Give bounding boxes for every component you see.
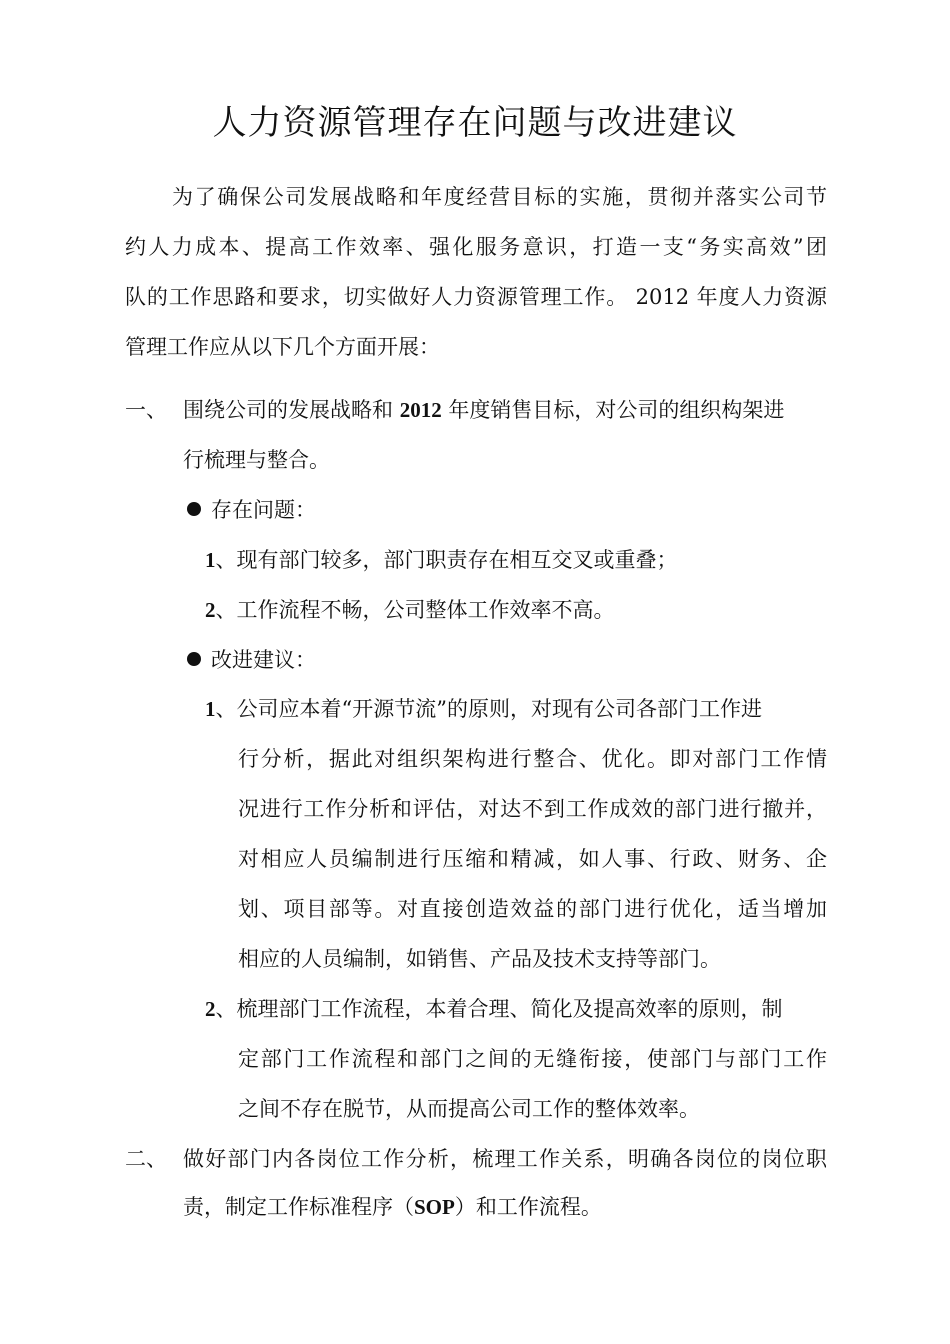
suggestion-2-line-2: 定部门工作流程和部门之间的无缝衔接，使部门与部门工作 [238,1047,827,1071]
sop-label: SOP [414,1195,455,1219]
problem-number: 2 [205,598,216,622]
suggestion-1-line-6: 相应的人员编制，如销售、产品及技术支持等部门。 [238,947,721,971]
intro-line-1: 为了确保公司发展战略和年度经营目标的实施，贯彻并落实公司节 [172,185,827,209]
intro-line-2: 约人力成本、提高工作效率、强化服务意识，打造一支“务实高效”团 [125,235,827,259]
section-1-marker: 一、 [125,398,167,422]
suggestion-1-line-5: 划、项目部等。对直接创造效益的部门进行优化，适当增加 [238,897,827,921]
suggestion-1-line-3: 况进行工作分析和评估，对达不到工作成效的部门进行撤并， [238,797,827,821]
document-title: 人力资源管理存在问题与改进建议 [212,103,738,143]
problem-item-2 [205,595,615,625]
problem-item-1 [205,545,678,575]
problems-label: 存在问题： [211,498,316,522]
section-1-heading-a: 围绕公司的发展战略和 [183,398,400,422]
suggestion-number: 2 [205,997,216,1021]
section-2-text-a: 责，制定工作标准程序（ [183,1195,414,1219]
suggestion-number: 1 [205,697,216,721]
intro-line-3: 队的工作思路和要求，切实做好人力资源管理工作。 2012 年度人力资源 [125,285,827,309]
suggestion-2-line-3: 之间不存在脱节，从而提高公司工作的整体效率。 [238,1097,700,1121]
section-1-heading-b: 年度销售目标，对公司的组织构架进 [441,398,785,422]
suggestion-text: 、公司应本着“开源节流”的原则，对现有公司各部门工作进 [215,697,762,721]
section-2-line-1: 做好部门内各岗位工作分析，梳理工作关系，明确各岗位的岗位职 [183,1147,827,1171]
suggestions-label: 改进建议： [211,648,316,672]
section-1-heading-line-1 [183,395,827,425]
section-2-text-b: ）和工作流程。 [454,1195,602,1219]
suggestion-1-line-2: 行分析，据此对组织架构进行整合、优化。即对部门工作情 [238,747,827,771]
bullet-icon [187,652,201,666]
section-1-year: 2012 [399,398,442,422]
section-2-marker: 二、 [125,1147,167,1171]
problem-number: 1 [205,548,216,572]
suggestion-1-line-4: 对相应人员编制进行压缩和精减，如人事、行政、财务、企 [238,847,827,871]
problems-heading [187,495,316,525]
bullet-icon [187,502,201,516]
section-1-heading-line-2: 行梳理与整合。 [183,448,330,472]
suggestion-2-line-1 [205,994,827,1024]
suggestion-1-line-1 [205,694,827,724]
problem-text: 、工作流程不畅，公司整体工作效率不高。 [215,598,615,622]
intro-line-4: 管理工作应从以下几个方面开展： [125,335,440,359]
suggestion-text: 、梳理部门工作流程，本着合理、简化及提高效率的原则，制 [215,997,783,1021]
problem-text: 、现有部门较多，部门职责存在相互交叉或重叠； [215,548,678,572]
section-2-line-2 [183,1192,602,1222]
suggestions-heading [187,645,316,675]
